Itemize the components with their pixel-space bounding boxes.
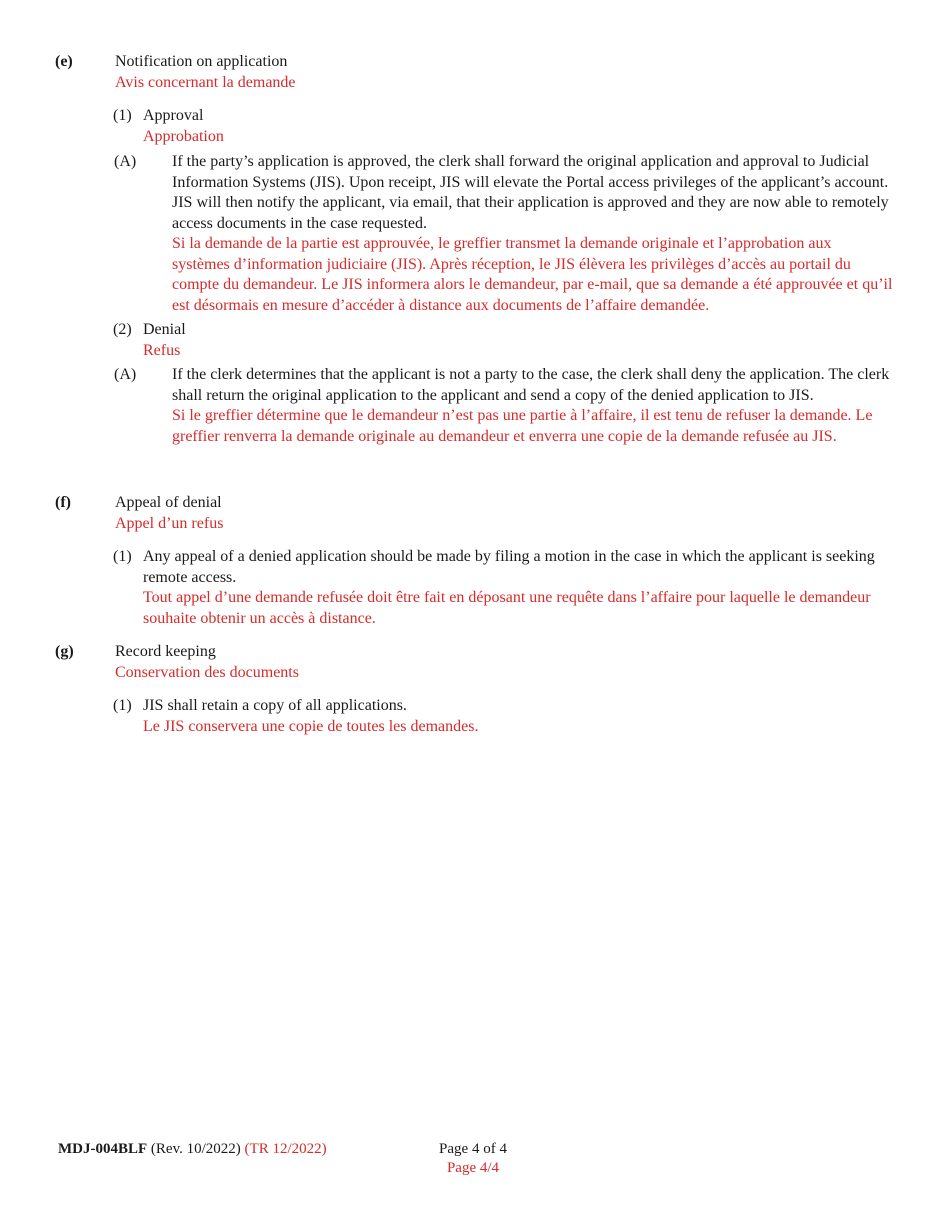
- section-g-title-en: Record keeping: [115, 643, 216, 660]
- section-e-item2-title: [143, 320, 186, 361]
- section-f-label: (f): [55, 494, 71, 511]
- denial-en-body: If the clerk determines that the applicant is not a party to the case, the clerk shall deny the application. The clerk shall return the original application to the applicant and send a copy of the denied application to JIS.: [172, 366, 890, 404]
- section-e-label: (e): [55, 53, 73, 70]
- denial-text-en: [114, 365, 893, 406]
- section-e-item1-title: [143, 106, 224, 147]
- footer-translation: (TR 12/2022): [244, 1141, 327, 1157]
- record-keeping-item: [143, 696, 893, 737]
- denial-text-fr: Si le greffier détermine que le demandeur n’est pas une partie à l’affaire, il est tenu de refuser la demande. Le greffier renverra la demande originale au demandeur et enverra une copie de la demande refusée au JIS.: [172, 407, 873, 445]
- approval-text-fr: Si la demande de la partie est approuvée, le greffier transmet la demande originale et l’approbation aux systèmes d’information judiciaire (JIS). Après réception, le JIS élèvera les privilèges d’accès au portail du compte du demandeur. Le JIS informera alors le demandeur, par e-mail, que sa demande a été approuvée et qu’il est désormais en mesure d’accéder à distance aux documents de l’affaire demandée.: [172, 235, 893, 314]
- denial-paragraph-a: [114, 365, 893, 447]
- denial-a-marker: (A): [114, 366, 137, 383]
- section-g-item1-number: (1): [113, 697, 132, 714]
- appeal-text-en: Any appeal of a denied application should be made by filing a motion in the case in which the applicant is seeking remote access.: [143, 548, 875, 586]
- denial-title-en: Denial: [143, 321, 186, 338]
- section-f-title: [115, 493, 223, 534]
- footer-page: [438, 1140, 508, 1178]
- section-f-item1-number: (1): [113, 548, 132, 565]
- record-keeping-text-fr: Le JIS conservera une copie de toutes les demandes.: [143, 717, 479, 735]
- footer-page-fr: Page 4/4: [446, 1160, 500, 1176]
- section-e-title: [115, 52, 296, 93]
- section-e-item2-number: (2): [113, 321, 132, 338]
- approval-paragraph-a: [114, 152, 893, 316]
- section-g-title-fr: Conservation des documents: [115, 663, 299, 681]
- record-keeping-text-en: JIS shall retain a copy of all applications.: [143, 697, 407, 714]
- footer-revision: (Rev. 10/2022): [150, 1141, 241, 1157]
- appeal-item: [143, 547, 893, 629]
- footer-form-id: MDJ-004BLF: [58, 1141, 148, 1157]
- section-g-label: (g): [55, 643, 74, 660]
- section-e-title-fr: Avis concernant la demande: [115, 73, 296, 91]
- approval-text-en: [114, 152, 893, 234]
- section-e-title-en: Notification on application: [115, 53, 288, 70]
- footer-form-info: [58, 1140, 327, 1159]
- denial-title-fr: Refus: [143, 341, 181, 359]
- approval-a-marker: (A): [114, 153, 137, 170]
- section-e-item1-number: (1): [113, 107, 132, 124]
- approval-en-body: If the party’s application is approved, the clerk shall forward the original application and approval to Judicial Information Systems (JIS). Upon receipt, JIS will elevate the Portal access privileges of the applicant’s account. JIS will then notify the applicant, via email, that their application is approved and they are now able to remotely access documents in the case requested.: [172, 153, 889, 232]
- approval-title-en: Approval: [143, 107, 204, 124]
- section-f-title-en: Appeal of denial: [115, 494, 222, 511]
- approval-title-fr: Approbation: [143, 127, 224, 145]
- section-g-title: [115, 642, 299, 683]
- section-f-title-fr: Appel d’un refus: [115, 514, 224, 532]
- footer-page-en: Page 4 of 4: [439, 1141, 507, 1157]
- appeal-text-fr: Tout appel d’une demande refusée doit être fait en déposant une requête dans l’affaire pour laquelle le demandeur souhaite obtenir un accès à distance.: [143, 589, 871, 627]
